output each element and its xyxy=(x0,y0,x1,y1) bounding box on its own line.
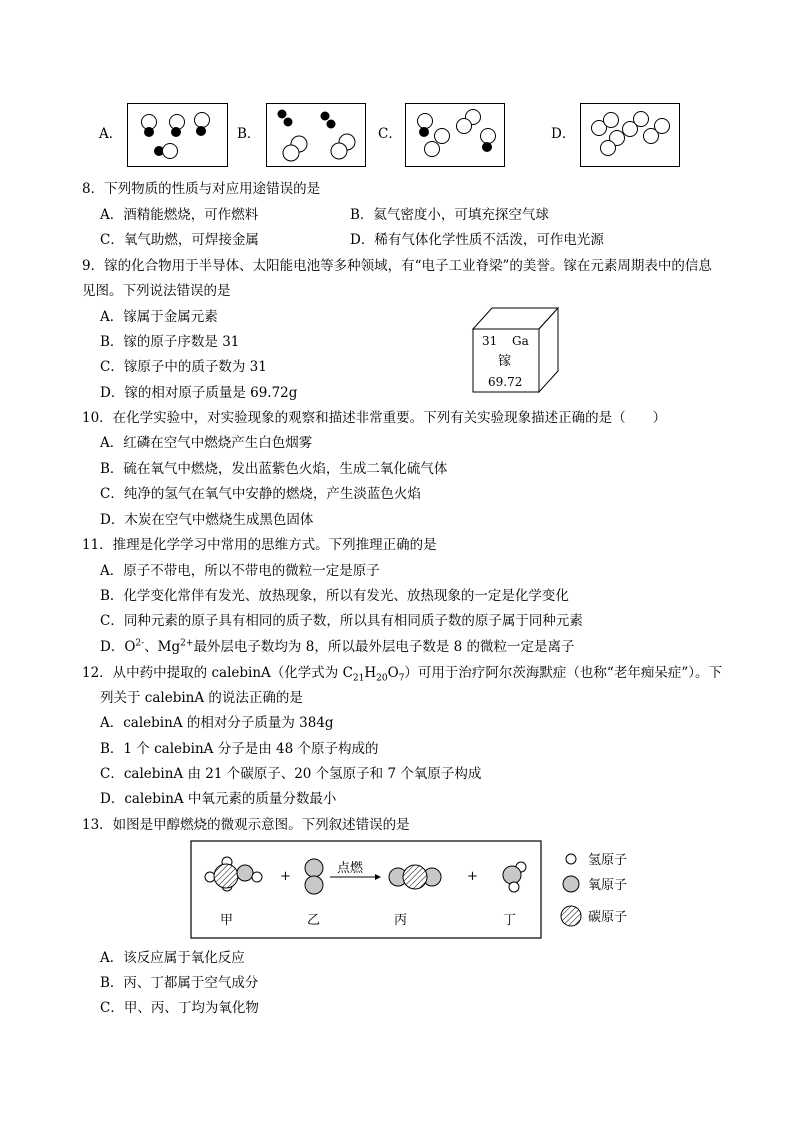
molecule-ding xyxy=(503,862,526,892)
element-name: 镓 xyxy=(498,354,512,369)
diagram-frame xyxy=(191,841,541,938)
q11-d-suffix: 最外层电子数均为 8，所以最外层电子数是 8 的微粒一定是离子 xyxy=(193,639,575,655)
molecule-yi xyxy=(305,859,323,894)
q12-option-b: B．1 个 calebinA 分子是由 48 个原子构成的 xyxy=(100,741,379,757)
q9-option-a: A．镓属于金属元素 xyxy=(100,309,218,325)
q7-option-a-label: A． xyxy=(99,126,123,142)
q11-option-b: B．化学变化常伴有发光、放热现象，所以有发光、放热现象的一定是化学变化 xyxy=(100,588,569,604)
q7-option-a-diagram xyxy=(127,103,228,167)
q13-option-a: A．该反应属于氧化反应 xyxy=(100,950,245,966)
q10-option-a: A．红磷在空气中燃烧产生白色烟雾 xyxy=(100,435,313,451)
q7-option-c-diagram xyxy=(405,103,506,167)
element-number: 31 xyxy=(482,334,498,348)
q11-d-mid: 、Mg xyxy=(144,639,181,655)
methanol-combustion-diagram xyxy=(190,840,650,942)
q12-option-a: A．calebinA 的相对分子质量为 384g xyxy=(100,715,334,731)
q12-stem-line2: 列关于 calebinA 的说法正确的是 xyxy=(100,690,303,706)
q12-stem-b: ）可用于治疗阿尔茨海默症（也称“老年痴呆症”）。下 xyxy=(404,665,722,681)
q12-sub-c: 21 xyxy=(352,673,365,684)
label-yi: 乙 xyxy=(307,913,321,928)
q12-option-d: D．calebinA 中氧元素的质量分数最小 xyxy=(100,791,337,807)
q12-sub-o: 7 xyxy=(398,673,405,684)
arrow-label: 点燃 xyxy=(337,861,364,876)
q7-option-b-label: B． xyxy=(237,126,261,142)
q7-option-b-diagram xyxy=(266,103,367,167)
molecule-bing xyxy=(389,865,441,889)
q13-stem: 13．如图是甲醇燃烧的微观示意图。下列叙述错误的是 xyxy=(82,817,410,833)
q13-option-b: B．丙、丁都属于空气成分 xyxy=(100,975,259,991)
q11-stem: 11．推理是化学学习中常用的思维方式。下列推理正确的是 xyxy=(82,537,437,553)
q8-option-c: C．氧气助燃，可焊接金属 xyxy=(100,232,259,248)
q12-option-c: C．calebinA 由 21 个碳原子、20 个氢原子和 7 个氧原子构成 xyxy=(100,766,482,782)
label-jia: 甲 xyxy=(220,913,234,928)
label-ding: 丁 xyxy=(503,913,517,928)
q8-option-d: D．稀有气体化学性质不活泼，可作电光源 xyxy=(350,232,604,248)
q11-option-a: A．原子不带电，所以不带电的微粒一定是原子 xyxy=(100,563,380,579)
q7-option-d-diagram xyxy=(580,103,681,167)
legend-hydrogen: 氢原子 xyxy=(588,853,628,868)
q7-option-d-label: D． xyxy=(551,126,576,142)
q9-option-d: D．镓的相对原子质量是 69.72g xyxy=(100,385,298,401)
q10-option-d: D．木炭在空气中燃烧生成黑色固体 xyxy=(100,512,314,528)
q11-option-c: C．同种元素的原子具有相同的质子数，所以具有相同质子数的原子属于同种元素 xyxy=(100,613,583,629)
q12-stem-a: 12．从中药中提取的 calebinA（化学式为 C xyxy=(82,665,353,681)
label-bing: 丙 xyxy=(394,913,408,928)
q9-stem-line1: 9．镓的化合物用于半导体、太阳能电池等多种领域，有“电子工业脊梁”的美誉。镓在元素周期表中的信息 xyxy=(82,258,712,274)
q13-option-c: C．甲、丙、丁均为氧化物 xyxy=(100,1000,259,1016)
q12-sub-h: 20 xyxy=(376,673,388,684)
element-cell-gallium xyxy=(470,305,562,395)
q8-stem: 8．下列物质的性质与对应用途错误的是 xyxy=(82,181,321,197)
q11-d-prefix: D．O xyxy=(100,639,136,655)
q12-stem-line1 xyxy=(82,664,722,682)
q12-el-o: O xyxy=(387,665,399,681)
q9-option-b: B．镓的原子序数是 31 xyxy=(100,334,240,350)
q9-option-c: C．镓原子中的质子数为 31 xyxy=(100,359,267,375)
q10-option-b: B．硫在氧气中燃烧，发出蓝紫色火焰，生成二氧化硫气体 xyxy=(100,461,448,477)
q11-d-sup1: 2- xyxy=(135,638,145,649)
legend-carbon: 碳原子 xyxy=(588,910,628,925)
q9-stem-line2: 见图。下列说法错误的是 xyxy=(82,283,231,299)
element-mass: 69.72 xyxy=(488,375,523,389)
q12-el-h: H xyxy=(364,665,377,681)
legend-oxygen: 氧原子 xyxy=(588,878,628,893)
q11-option-d xyxy=(100,638,575,656)
legend xyxy=(561,853,627,926)
q11-d-sup2: 2+ xyxy=(180,638,194,649)
q10-option-c: C．纯净的氢气在氧气中安静的燃烧，产生淡蓝色火焰 xyxy=(100,486,421,502)
q7-option-c-label: C． xyxy=(378,126,402,142)
q8-option-b: B．氦气密度小，可填充探空气球 xyxy=(350,207,549,223)
q8-option-a: A．酒精能燃烧，可作燃料 xyxy=(100,207,259,223)
element-symbol: Ga xyxy=(512,334,529,348)
q10-stem: 10．在化学实验中，对实验现象的观察和描述非常重要。下列有关实验现象描述正确的是（ ） xyxy=(82,410,667,426)
molecule-jia xyxy=(205,857,262,891)
plus-sign-1: + xyxy=(280,869,291,884)
plus-sign-2: + xyxy=(467,869,478,884)
